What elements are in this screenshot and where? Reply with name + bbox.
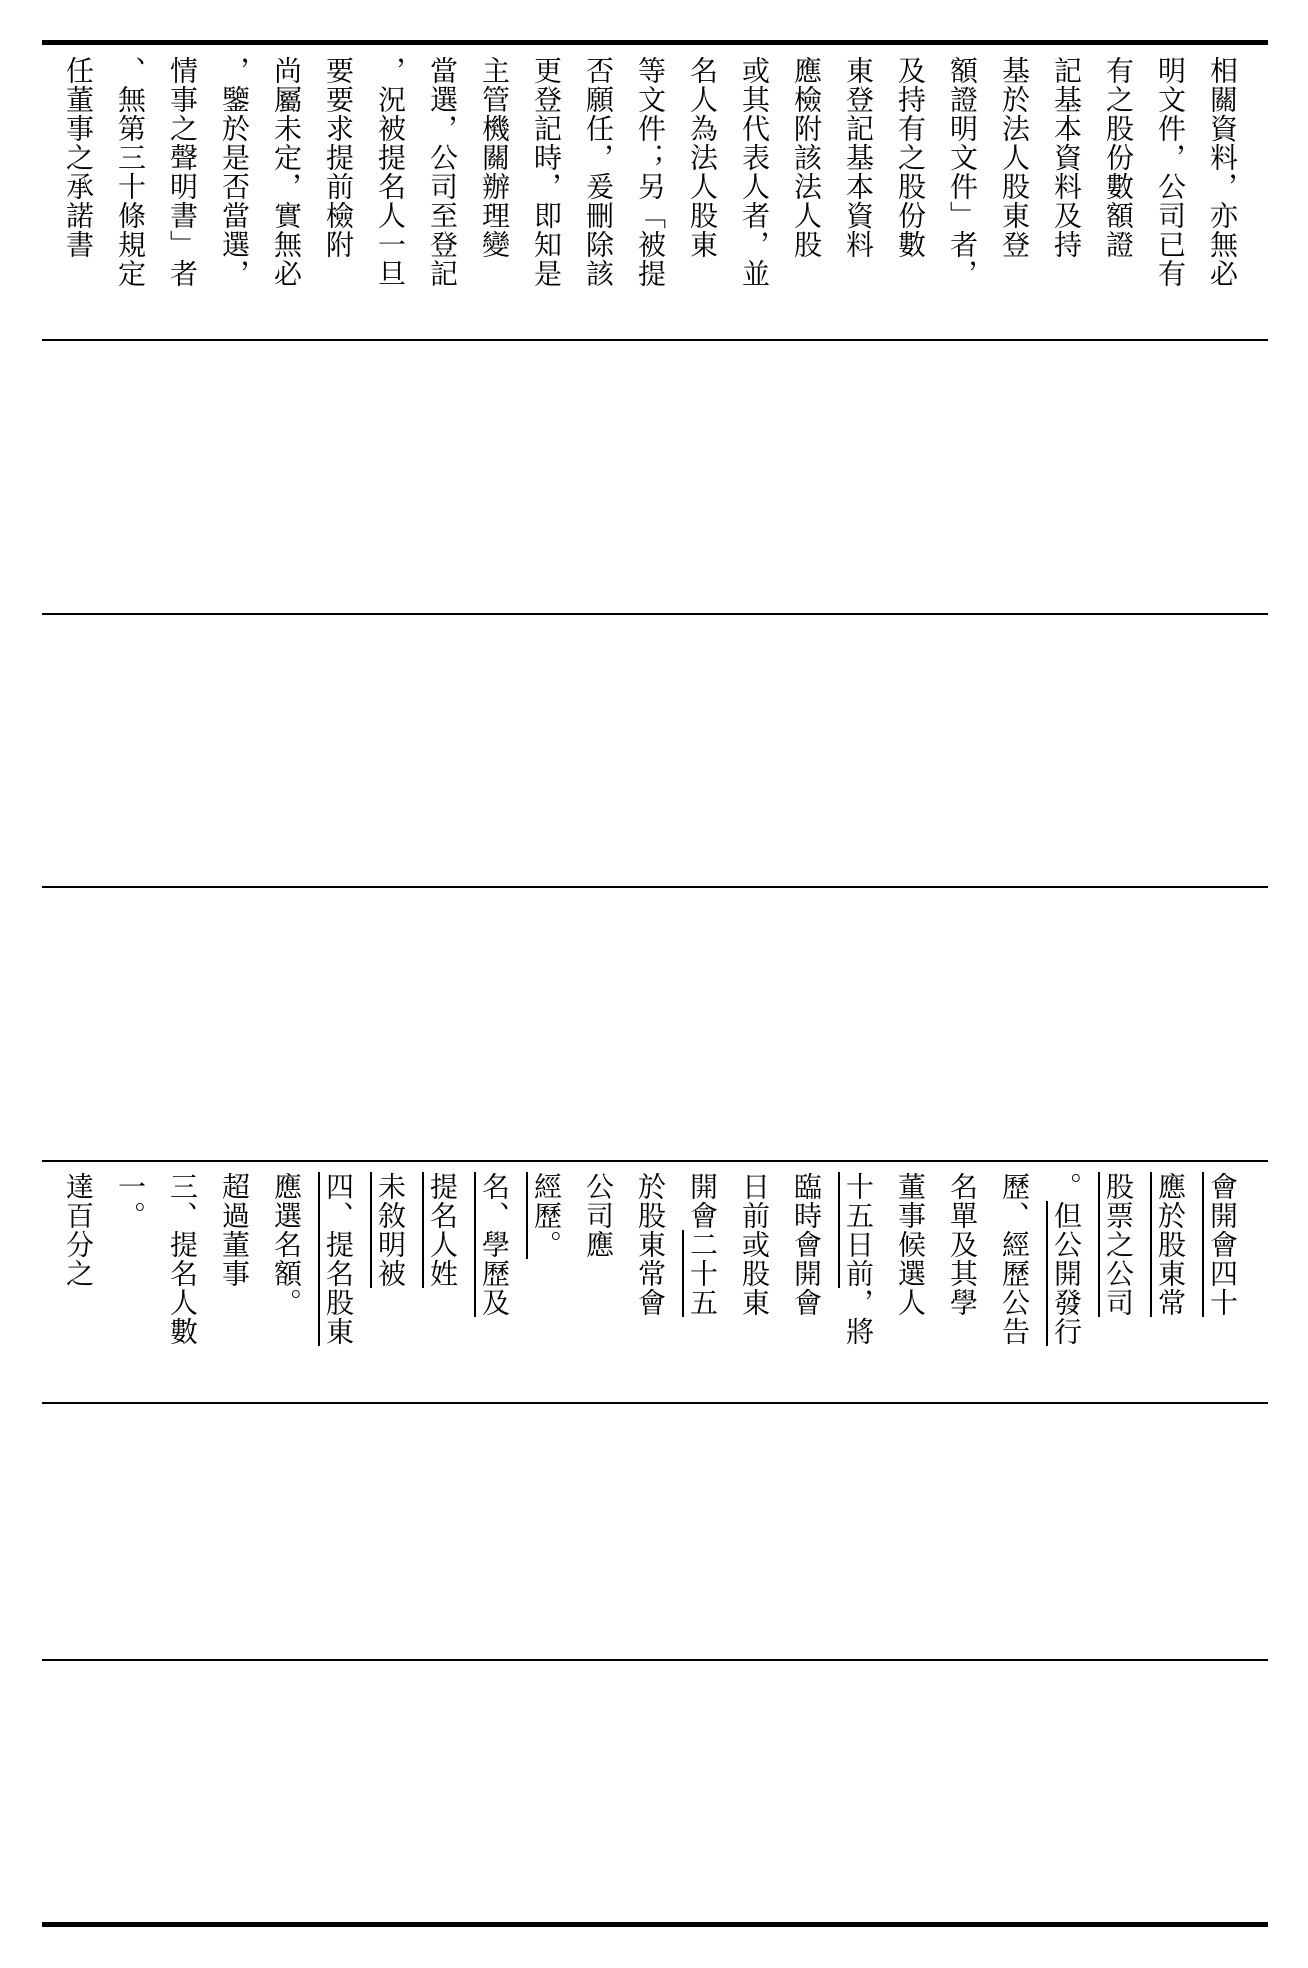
text-column bbox=[474, 1172, 514, 1317]
underlined-text: 十五日前 bbox=[842, 1172, 875, 1288]
text-column bbox=[682, 1172, 722, 1317]
text-column bbox=[890, 1172, 930, 1317]
underlined-text: 應於股東常 bbox=[1154, 1172, 1187, 1317]
underlined-text: 經歷。 bbox=[530, 1172, 563, 1259]
text-segment: 一。 bbox=[114, 1172, 147, 1230]
explanation-text-block bbox=[58, 56, 1258, 336]
text-column bbox=[1150, 1172, 1190, 1317]
article-text-block bbox=[58, 1172, 1258, 1402]
text-column: 應檢附該法人股 bbox=[790, 56, 823, 259]
text-segment: 應選名額。 bbox=[270, 1172, 303, 1317]
text-column bbox=[58, 1172, 98, 1288]
text-segment: 臨時會開會 bbox=[790, 1172, 823, 1317]
top-border bbox=[42, 40, 1268, 45]
text-column: 當選，公司至登記 bbox=[426, 56, 459, 288]
underlined-text: 但公開發行 bbox=[1050, 1201, 1083, 1346]
text-segment: 歷、經歷公告 bbox=[998, 1172, 1031, 1346]
text-column bbox=[786, 1172, 826, 1317]
text-segment: 日前或股東 bbox=[738, 1172, 771, 1317]
underlined-text: 提名人姓 bbox=[426, 1172, 459, 1288]
text-segment: 開會 bbox=[686, 1172, 719, 1230]
underlined-text: 名、學歷及 bbox=[478, 1172, 511, 1317]
text-column bbox=[838, 1172, 878, 1346]
text-column bbox=[162, 1172, 202, 1346]
row-divider bbox=[42, 1402, 1268, 1404]
row-divider bbox=[42, 886, 1268, 888]
text-segment: 三、提名人數 bbox=[166, 1172, 199, 1346]
text-column bbox=[734, 1172, 774, 1317]
text-column: 否願任，爰刪除該 bbox=[582, 56, 615, 288]
underlined-text: 二十五 bbox=[686, 1230, 719, 1317]
row-divider bbox=[42, 339, 1268, 341]
row-divider bbox=[42, 613, 1268, 615]
text-column: 額證明文件」者， bbox=[946, 56, 979, 288]
text-column bbox=[110, 1172, 150, 1230]
text-column bbox=[942, 1172, 982, 1317]
underlined-text: 四、提名股東 bbox=[322, 1172, 355, 1346]
text-column: 明文件，公司已有 bbox=[1154, 56, 1187, 288]
text-column bbox=[1202, 1172, 1242, 1317]
text-segment: 達百分之 bbox=[62, 1172, 95, 1288]
text-column: 及持有之股份數 bbox=[894, 56, 927, 259]
underlined-text: 會開會四十 bbox=[1206, 1172, 1239, 1317]
text-column bbox=[1098, 1172, 1138, 1317]
text-segment: 於股東常會 bbox=[634, 1172, 667, 1317]
text-column: 基於法人股東登 bbox=[998, 56, 1031, 259]
text-column: ，鑒於是否當選， bbox=[218, 56, 251, 288]
text-column: 尚屬未定，實無必 bbox=[270, 56, 303, 288]
text-segment: 名單及其學 bbox=[946, 1172, 979, 1317]
text-column: 要要求提前檢附 bbox=[322, 56, 355, 259]
text-column bbox=[526, 1172, 566, 1259]
text-column: 等文件；另「被提 bbox=[634, 56, 667, 288]
underlined-text: 股票之公司 bbox=[1102, 1172, 1135, 1317]
text-column bbox=[266, 1172, 306, 1317]
text-column: 名人為法人股東 bbox=[686, 56, 719, 259]
row-divider bbox=[42, 1659, 1268, 1661]
text-column: 主管機關辦理變 bbox=[478, 56, 511, 259]
text-column bbox=[422, 1172, 462, 1288]
bottom-border bbox=[42, 1922, 1268, 1927]
row-divider bbox=[42, 1160, 1268, 1162]
text-column: 任董事之承諾書 bbox=[62, 56, 95, 259]
text-column bbox=[214, 1172, 254, 1288]
text-column: 情事之聲明書」者 bbox=[166, 56, 199, 288]
text-column: 、無第三十條規定 bbox=[114, 56, 147, 288]
text-column: 更登記時，即知是 bbox=[530, 56, 563, 288]
text-segment: ，將 bbox=[842, 1288, 875, 1346]
text-column bbox=[318, 1172, 358, 1346]
text-column bbox=[1046, 1172, 1086, 1346]
text-segment: 公司應 bbox=[582, 1172, 615, 1259]
text-segment: 超過董事 bbox=[218, 1172, 251, 1288]
text-column bbox=[630, 1172, 670, 1317]
text-column bbox=[578, 1172, 618, 1259]
text-column bbox=[370, 1172, 410, 1288]
underlined-text: 未敘明被 bbox=[374, 1172, 407, 1288]
text-column: 相關資料，亦無必 bbox=[1206, 56, 1239, 288]
text-column: 或其代表人者，並 bbox=[738, 56, 771, 288]
text-column: 東登記基本資料 bbox=[842, 56, 875, 259]
text-segment: 董事候選人 bbox=[894, 1172, 927, 1317]
text-column: 有之股份數額證 bbox=[1102, 56, 1135, 259]
text-column: 記基本資料及持 bbox=[1050, 56, 1083, 259]
text-column bbox=[994, 1172, 1034, 1346]
text-segment: 。 bbox=[1050, 1172, 1083, 1201]
text-column: ，況被提名人一旦 bbox=[374, 56, 407, 288]
